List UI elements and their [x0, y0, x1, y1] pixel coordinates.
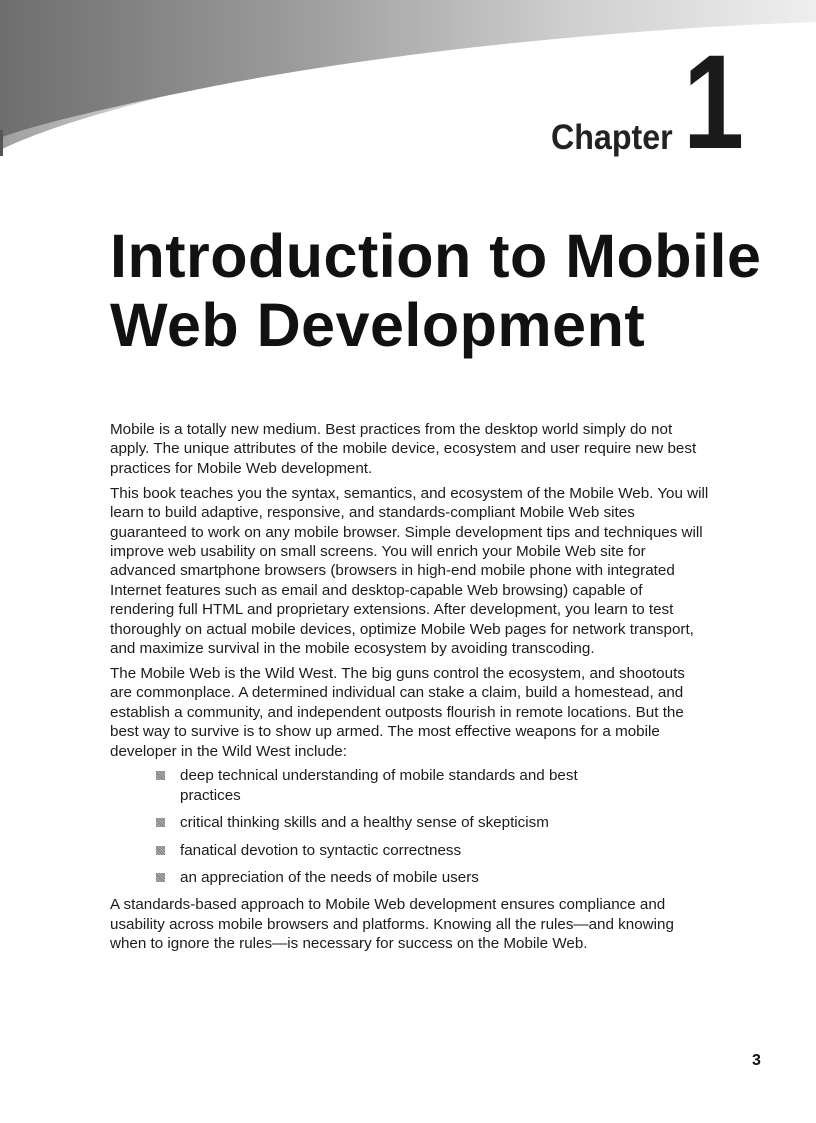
- list-item-text: critical thinking skills and a healthy sense of skepticism: [180, 814, 549, 832]
- square-bullet-icon: [156, 818, 165, 827]
- body-text: [110, 420, 710, 959]
- square-bullet-icon: [156, 771, 165, 780]
- list-item: [110, 766, 640, 805]
- list-item: [110, 841, 640, 860]
- page-number: 3: [752, 1052, 761, 1069]
- chapter-title: [110, 222, 761, 360]
- bullet-list: [110, 766, 710, 887]
- list-item-text: deep technical understanding of mobile standards and best practices: [180, 767, 578, 804]
- square-bullet-icon: [156, 846, 165, 855]
- list-item: [110, 868, 640, 887]
- paragraph: This book teaches you the syntax, semantics, and ecosystem of the Mobile Web. You will learn to build adaptive, responsive, and standards-compliant Mobile Web sites guaranteed to work on any mobile browser. Simple development tips and techniques will improve web usability on small screens. You will enrich your Mobile Web site for advanced smartphone browsers (browsers in high-end mobile phone with integrated Internet features such as email and desktop-capable Web browsing) capable of rendering full HTML and proprietary extensions. After development, you learn to test thoroughly on actual mobile devices, optimize Mobile Web pages for network transport, and maximize survival in the mobile ecosystem by avoiding transcoding.: [110, 484, 709, 657]
- list-item: [110, 813, 640, 832]
- square-bullet-icon: [156, 873, 165, 882]
- chapter-title-line-2: Web Development: [110, 291, 646, 359]
- chapter-title-line-1: Introduction to Mobile: [110, 222, 762, 290]
- chapter-number: 1: [683, 28, 745, 177]
- paragraph: The Mobile Web is the Wild West. The big guns control the ecosystem, and shootouts are commonplace. A determined individual can stake a claim, build a homestead, and establish a community, and independent outposts flourish in remote locations. But the best way to survive is to show up armed. The most effective weapons for a mobile developer in the Wild West include:: [110, 664, 685, 760]
- list-item-text: fanatical devotion to syntactic correctness: [180, 841, 462, 859]
- list-item-text: an appreciation of the needs of mobile users: [180, 869, 479, 887]
- paragraph: Mobile is a totally new medium. Best practices from the desktop world simply do not apply. The unique attributes of the mobile device, ecosystem and user require new best practices for Mobile Web development.: [110, 421, 697, 477]
- closing-paragraph: A standards-based approach to Mobile Web development ensures compliance and usability across mobile browsers and platforms. Knowing all the rules—and knowing when to ignore the rules—is necessary for success on the Mobile Web.: [110, 896, 674, 953]
- chapter-label: Chapter: [551, 118, 673, 157]
